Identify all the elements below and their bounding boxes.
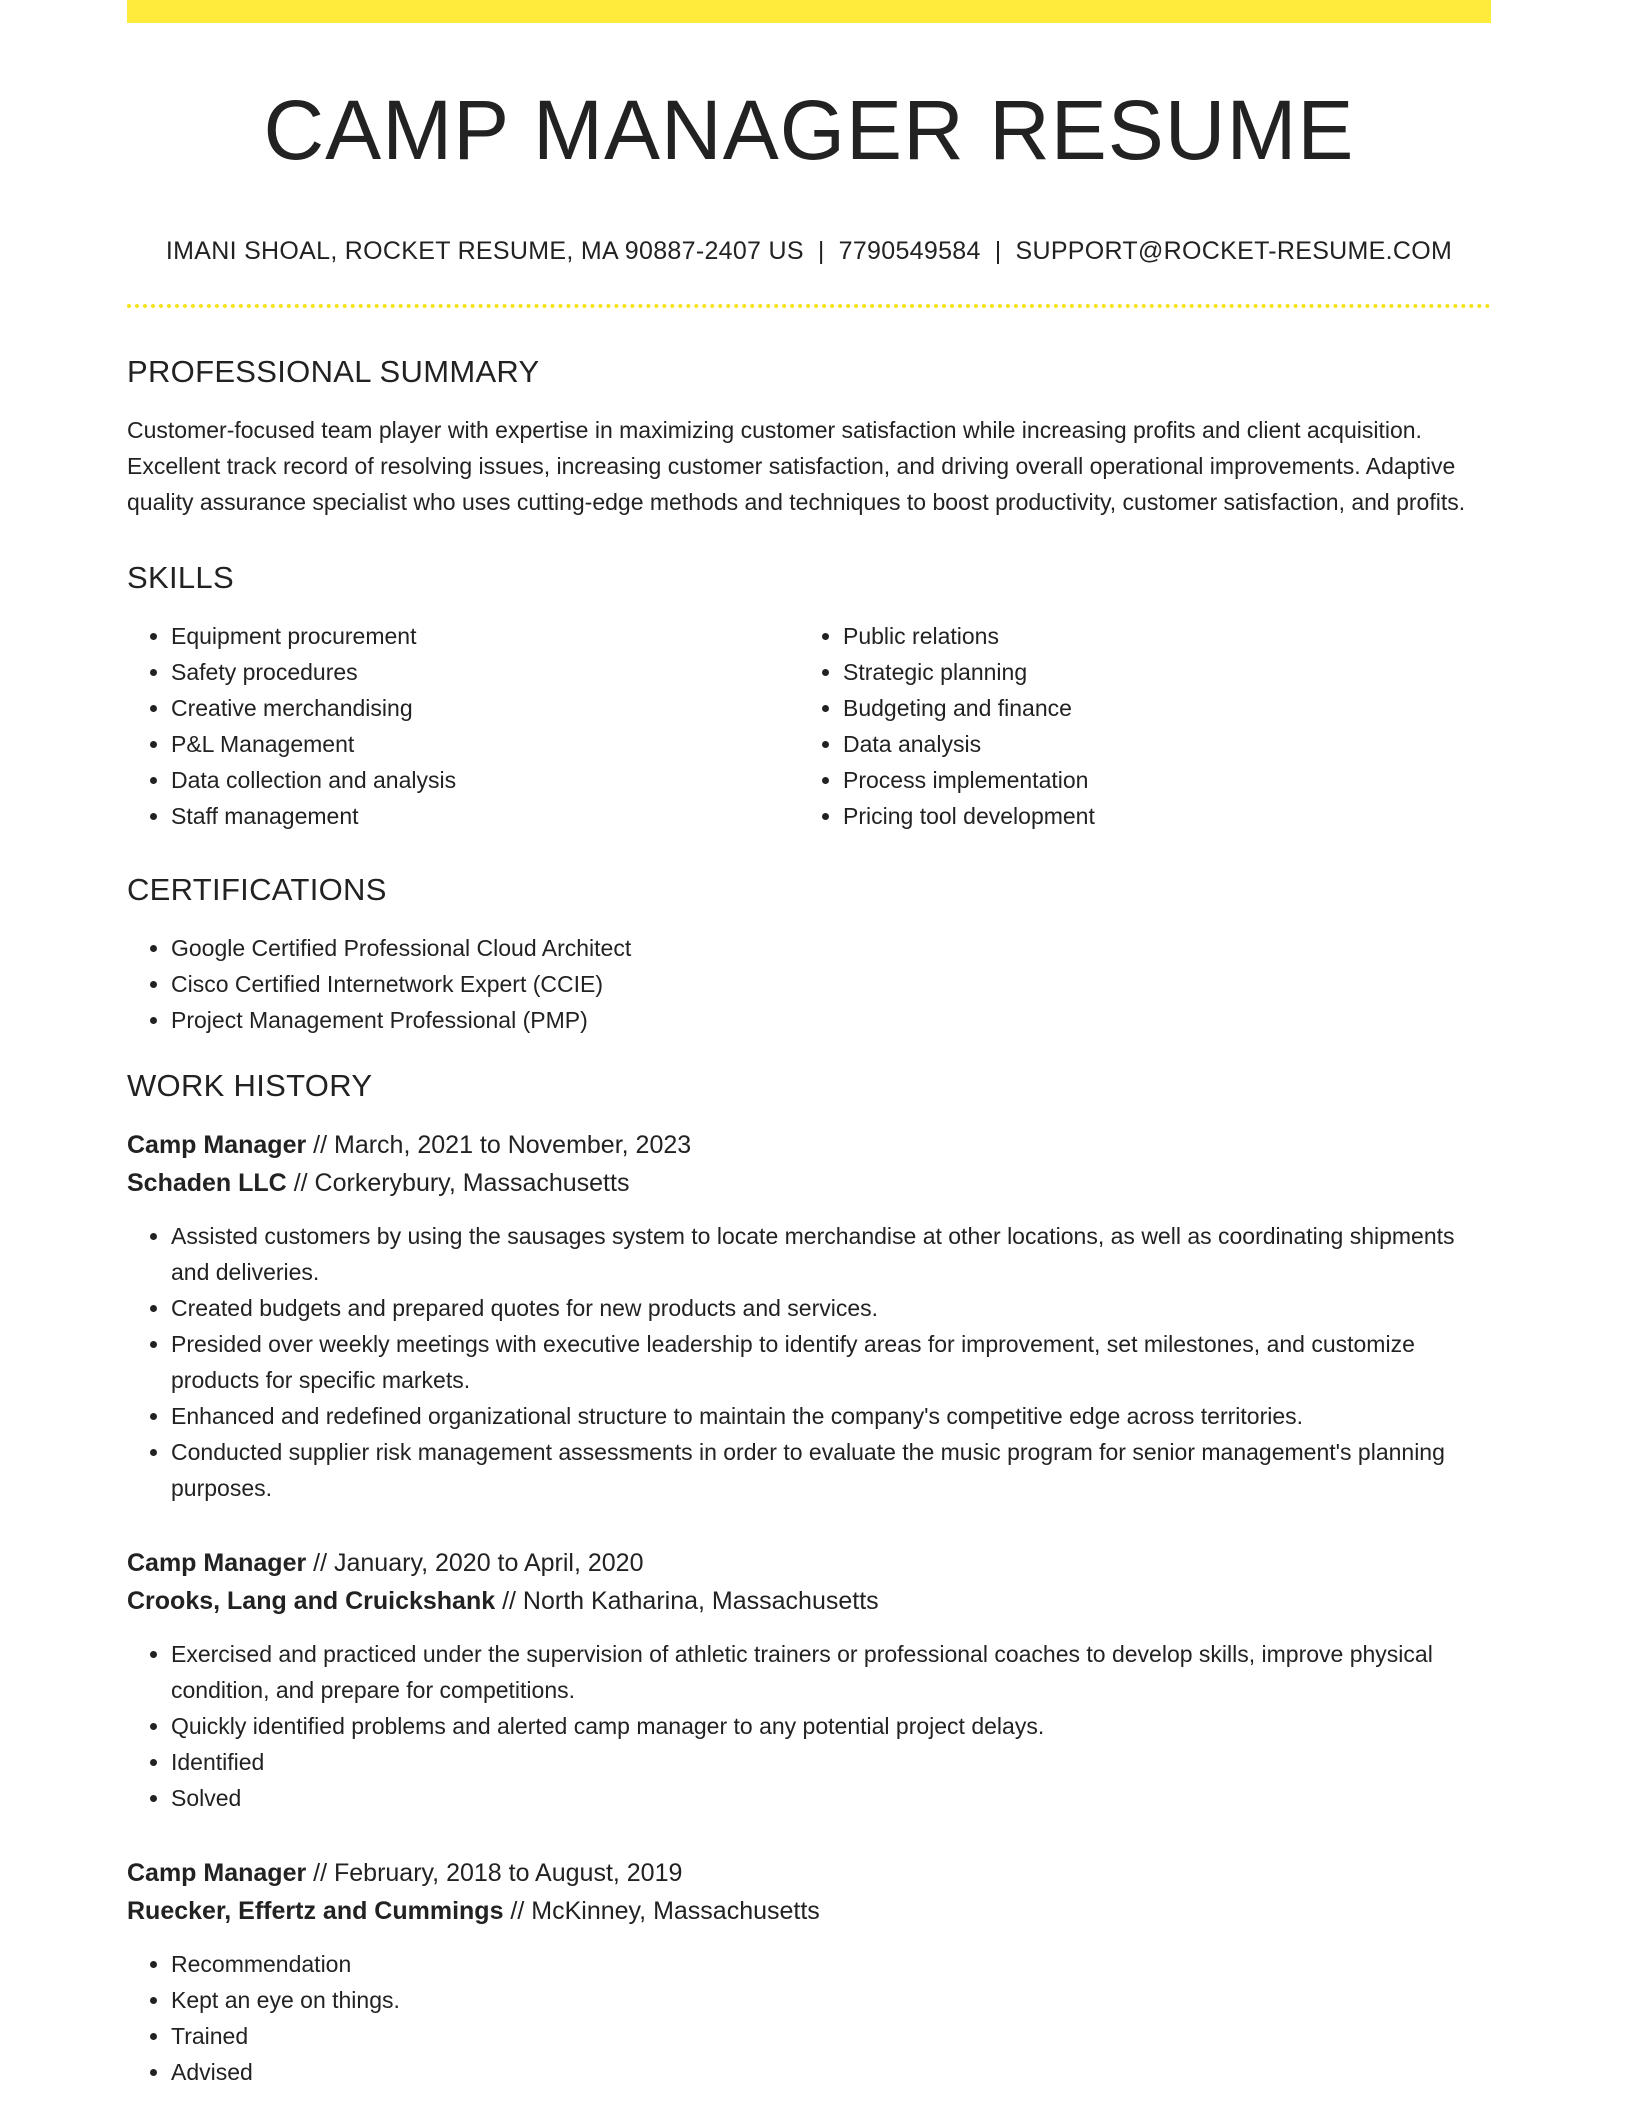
job-duty-item: • Identified — [171, 1744, 1491, 1780]
contact-email: SUPPORT@ROCKET-RESUME.COM — [1015, 237, 1453, 265]
contact-separator: | — [994, 237, 1002, 265]
skill-item: • Pricing tool development — [843, 798, 1471, 834]
job-duty-item: • Solved — [171, 1780, 1491, 1816]
skill-item: • Budgeting and finance — [843, 690, 1471, 726]
skill-item: • Data collection and analysis — [171, 762, 799, 798]
skills-list-left — [127, 618, 799, 834]
skill-item: • Staff management — [171, 798, 799, 834]
job-duties-list — [127, 1218, 1491, 1506]
skill-item: • Data analysis — [843, 726, 1471, 762]
certification-item: • Project Management Professional (PMP) — [171, 1002, 1491, 1038]
job-duties-list — [127, 1636, 1491, 1816]
skill-item: • Creative merchandising — [171, 690, 799, 726]
skills-heading: SKILLS — [127, 560, 234, 595]
job-dates: // January, 2020 to April, 2020 — [306, 1549, 644, 1577]
job-role: Camp Manager — [127, 1859, 307, 1887]
job-duty-item: • Created budgets and prepared quotes for new products and services. — [171, 1290, 1491, 1326]
skill-item: • P&L Management — [171, 726, 799, 762]
job-entry — [127, 1544, 1491, 1816]
skills-column-left — [127, 618, 799, 834]
skill-item: • Safety procedures — [171, 654, 799, 690]
job-duty-item: • Advised — [171, 2054, 1491, 2090]
resume-content — [127, 0, 1491, 2090]
job-company: Schaden LLC — [127, 1169, 287, 1197]
summary-heading: PROFESSIONAL SUMMARY — [127, 354, 540, 389]
work-history-heading: WORK HISTORY — [127, 1068, 373, 1103]
job-duty-item: • Quickly identified problems and alerted camp manager to any potential project delays. — [171, 1708, 1491, 1744]
resume-title: CAMP MANAGER RESUME — [263, 83, 1355, 177]
job-company: Crooks, Lang and Cruickshank — [127, 1587, 496, 1615]
certifications-list — [127, 930, 1491, 1038]
certification-item: • Google Certified Professional Cloud Architect — [171, 930, 1491, 966]
job-duty-item: • Enhanced and redefined organizational structure to maintain the company's competitive edge across territories. — [171, 1398, 1491, 1434]
job-company-line — [127, 1892, 1491, 1930]
job-duty-item: • Trained — [171, 2018, 1491, 2054]
job-duty-item: • Recommendation — [171, 1946, 1491, 1982]
job-title-line — [127, 1126, 1491, 1164]
job-dates: // March, 2021 to November, 2023 — [306, 1131, 692, 1159]
contact-address: IMANI SHOAL, ROCKET RESUME, MA 90887-2407 US — [165, 237, 804, 265]
certification-item: • Cisco Certified Internetwork Expert (CCIE) — [171, 966, 1491, 1002]
job-role: Camp Manager — [127, 1131, 307, 1159]
skill-item: • Process implementation — [843, 762, 1471, 798]
job-company: Ruecker, Effertz and Cummings — [127, 1897, 504, 1925]
job-location: // McKinney, Massachusetts — [503, 1897, 820, 1925]
job-duty-item: • Presided over weekly meetings with executive leadership to identify areas for improvement, set milestones, and customize products for specific markets. — [171, 1326, 1491, 1398]
skill-item: • Public relations — [843, 618, 1471, 654]
job-company-line — [127, 1582, 1491, 1620]
job-duty-item: • Assisted customers by using the sausages system to locate merchandise at other locations, as well as coordinating shipments and deliveries. — [171, 1218, 1491, 1290]
certifications-heading: CERTIFICATIONS — [127, 872, 387, 907]
contact-line — [127, 234, 1491, 268]
job-entry — [127, 1126, 1491, 1506]
contact-separator: | — [817, 237, 825, 265]
work-history-list — [127, 1126, 1491, 2090]
contact-phone: 7790549584 — [838, 237, 981, 265]
job-entry — [127, 1854, 1491, 2090]
job-title-line — [127, 1854, 1491, 1892]
job-location: // Corkerybury, Massachusetts — [286, 1169, 630, 1197]
dotted-divider — [127, 304, 1491, 308]
job-dates: // February, 2018 to August, 2019 — [306, 1859, 683, 1887]
job-duty-item: • Exercised and practiced under the supervision of athletic trainers or professional coaches to develop skills, improve physical condition, and prepare for competitions. — [171, 1636, 1491, 1708]
summary-text: Customer-focused team player with expertise in maximizing customer satisfaction while increasing profits and client acquisition. Excellent track record of resolving issues, increasing customer satisfaction, and driving overall operational improvements. Adaptive quality assurance specialist who uses cutting-edge methods and techniques to boost productivity, customer satisfaction, and profits. — [127, 417, 1466, 515]
skills-list-right — [799, 618, 1471, 834]
skills-column-right — [799, 618, 1471, 834]
job-duty-item: • Conducted supplier risk management assessments in order to evaluate the music program for senior management's planning purposes. — [171, 1434, 1491, 1506]
job-duty-item: • Kept an eye on things. — [171, 1982, 1491, 2018]
job-company-line — [127, 1164, 1491, 1202]
skill-item: • Strategic planning — [843, 654, 1471, 690]
job-duties-list — [127, 1946, 1491, 2090]
job-location: // North Katharina, Massachusetts — [495, 1587, 879, 1615]
job-role: Camp Manager — [127, 1549, 307, 1577]
job-title-line — [127, 1544, 1491, 1582]
skills-columns — [127, 618, 1491, 834]
skill-item: • Equipment procurement — [171, 618, 799, 654]
